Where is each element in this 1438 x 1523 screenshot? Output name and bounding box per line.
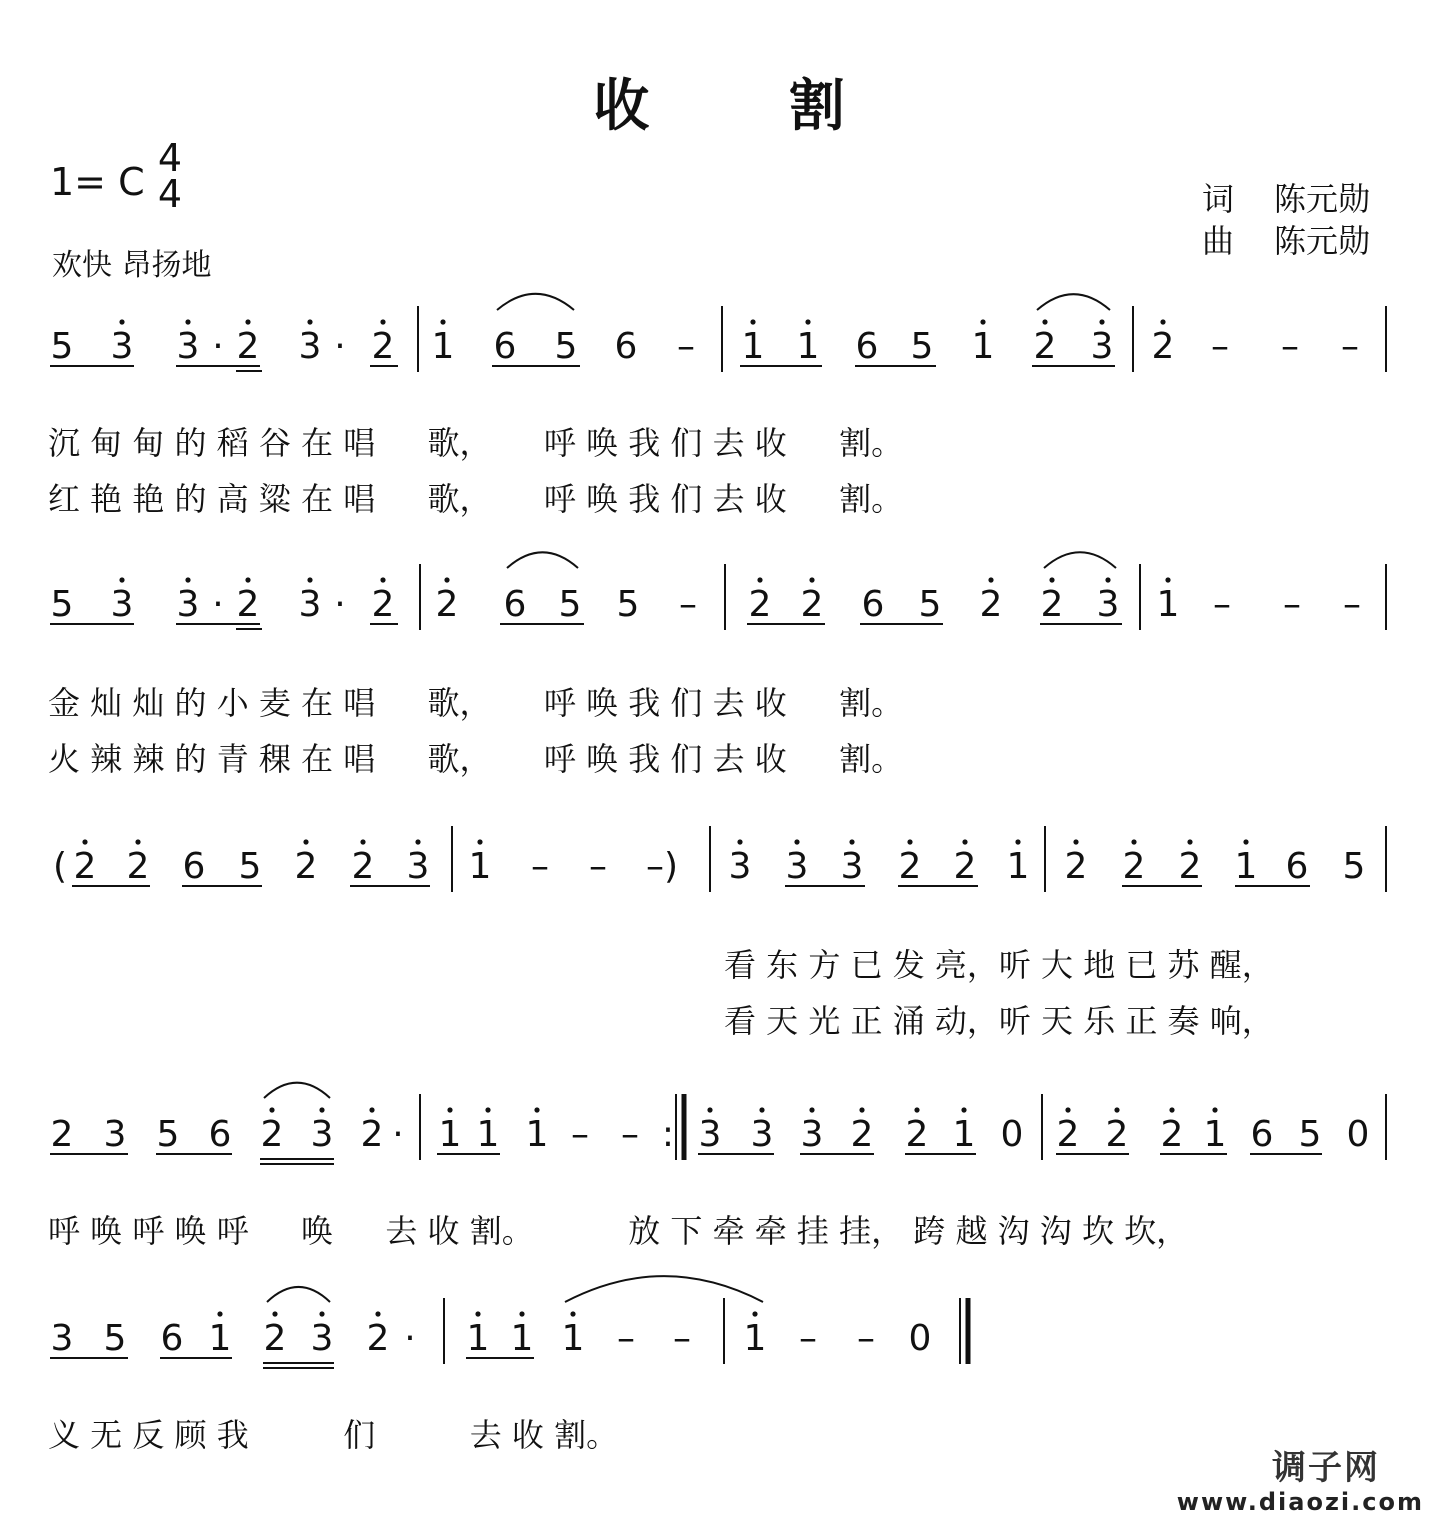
note: 2 [1151, 326, 1175, 367]
note: 3 [785, 846, 809, 887]
octave-dot [1114, 1107, 1119, 1112]
note: 5 [103, 1318, 127, 1359]
note: 2 [898, 846, 922, 887]
note: 2 [953, 846, 977, 887]
note: 5 [50, 584, 74, 625]
note: – [589, 846, 607, 887]
note: 1 [1203, 1114, 1227, 1155]
note: 2 [1056, 1114, 1080, 1155]
note: · [404, 1318, 416, 1359]
note: 1 [525, 1114, 549, 1155]
octave-dot [119, 577, 124, 582]
note: 2 [294, 846, 318, 887]
watermark-site-url: www.diaozi.com [1176, 1488, 1424, 1516]
slur [1044, 552, 1116, 568]
note: 1 [1156, 584, 1180, 625]
note: 2 [351, 846, 375, 887]
note: 6 [493, 326, 517, 367]
note: 1 [208, 1318, 232, 1359]
note: 3 [50, 1318, 74, 1359]
note: 2 [260, 1114, 284, 1155]
watermark-site-name: 调子网 [1272, 1448, 1380, 1488]
octave-dot [380, 319, 385, 324]
note: 3 [800, 1114, 824, 1155]
note: 2 [366, 1318, 390, 1359]
octave-dot [759, 1107, 764, 1112]
note: 3 [176, 584, 200, 625]
note: – [1281, 326, 1299, 367]
octave-dot [519, 1311, 524, 1316]
octave-dot [119, 319, 124, 324]
octave-dot [1073, 839, 1078, 844]
note: 1 [468, 846, 492, 887]
note: 1 [438, 1114, 462, 1155]
octave-dot [307, 577, 312, 582]
note: ( [52, 846, 68, 887]
octave-dot [245, 319, 250, 324]
note: – [1213, 584, 1231, 625]
lyric-line-5: 看 东 方 已 发 亮，听 大 地 已 苏 醒， [724, 946, 1274, 984]
octave-dot [303, 839, 308, 844]
octave-dot [805, 319, 810, 324]
song-title: 收 割 [593, 73, 905, 139]
note: 3 [103, 1114, 127, 1155]
octave-dot [1160, 319, 1165, 324]
note: 3 [298, 584, 322, 625]
octave-dot [82, 839, 87, 844]
note: 3 [310, 1114, 334, 1155]
note: – [679, 584, 697, 625]
note: – [621, 1114, 639, 1155]
note: 5 [238, 846, 262, 887]
lyric-line-4: 火 辣 辣 的 青 稞 在 唱 歌， 呼 唤 我 们 去 收 割。 [48, 740, 904, 778]
octave-dot [752, 1311, 757, 1316]
note: 6 [208, 1114, 232, 1155]
octave-dot [570, 1311, 575, 1316]
octave-dot [534, 1107, 539, 1112]
composer-name: 陈元勋 [1274, 222, 1371, 260]
note: 1 [1234, 846, 1258, 887]
note: – [799, 1318, 817, 1359]
note: – [673, 1318, 691, 1359]
slur [507, 552, 578, 568]
note: 1 [476, 1114, 500, 1155]
composer-label: 曲 [1202, 222, 1235, 260]
octave-dot [369, 1107, 374, 1112]
octave-dot [809, 577, 814, 582]
octave-dot [269, 1107, 274, 1112]
note: 3 [176, 326, 200, 367]
slur [267, 1287, 330, 1302]
note: 2 [800, 584, 824, 625]
note: 2 [73, 846, 97, 887]
note: 1 [971, 326, 995, 367]
octave-dot [962, 839, 967, 844]
octave-dot [794, 839, 799, 844]
octave-dot [1131, 839, 1136, 844]
note: : [661, 1114, 675, 1155]
note: · [392, 1114, 404, 1155]
note: – [1341, 326, 1359, 367]
note: 2 [1105, 1114, 1129, 1155]
note: 6 [1285, 846, 1309, 887]
note: 2 [1033, 326, 1057, 367]
note: – [617, 1318, 635, 1359]
octave-dot [1212, 1107, 1217, 1112]
note: 6 [182, 846, 206, 887]
octave-dot [185, 577, 190, 582]
note: 5 [554, 326, 578, 367]
note: 2 [979, 584, 1003, 625]
note: 3 [110, 584, 134, 625]
note: 6 [861, 584, 885, 625]
note: 1 [466, 1318, 490, 1359]
octave-dot [477, 839, 482, 844]
lyric-line-6: 看 天 光 正 涌 动，听 天 乐 正 奏 响， [724, 1002, 1274, 1040]
note: 5 [616, 584, 640, 625]
note: 2 [236, 326, 260, 367]
lyricist-name: 陈元勋 [1274, 180, 1371, 218]
note: 6 [1250, 1114, 1274, 1155]
note: 3 [1090, 326, 1114, 367]
note: 5 [910, 326, 934, 367]
meter-bottom: 4 [157, 172, 183, 216]
octave-dot [360, 839, 365, 844]
octave-dot [988, 577, 993, 582]
note: 5 [1342, 846, 1366, 887]
octave-dot [319, 1107, 324, 1112]
octave-dot [415, 839, 420, 844]
note: 3 [110, 326, 134, 367]
note: 3 [728, 846, 752, 887]
note: – [1343, 584, 1361, 625]
lyric-line-8: 义 无 反 顾 我 们 去 收 割。 [48, 1416, 619, 1454]
note: – [857, 1318, 875, 1359]
octave-dot [380, 577, 385, 582]
note: 3 [1096, 584, 1120, 625]
note: 2 [371, 584, 395, 625]
octave-dot [444, 577, 449, 582]
octave-dot [485, 1107, 490, 1112]
octave-dot [1049, 577, 1054, 582]
octave-dot [849, 839, 854, 844]
note: 1 [510, 1318, 534, 1359]
note: 6 [503, 584, 527, 625]
note: 2 [360, 1114, 384, 1155]
note: 5 [156, 1114, 180, 1155]
note: 2 [748, 584, 772, 625]
note: – [1283, 584, 1301, 625]
note: 2 [850, 1114, 874, 1155]
octave-dot [272, 1311, 277, 1316]
slur [1037, 294, 1110, 310]
note: 2 [1160, 1114, 1184, 1155]
lyric-line-3: 金 灿 灿 的 小 麦 在 唱 歌， 呼 唤 我 们 去 收 割。 [48, 684, 904, 722]
note: – [1211, 326, 1229, 367]
key-signature: 1= C [50, 160, 145, 204]
note: 3 [406, 846, 430, 887]
octave-dot [307, 319, 312, 324]
note: · [212, 584, 224, 625]
note: – [531, 846, 549, 887]
octave-dot [1169, 1107, 1174, 1112]
octave-dot [217, 1311, 222, 1316]
octave-dot [1105, 577, 1110, 582]
octave-dot [185, 319, 190, 324]
note: · [334, 326, 346, 367]
note: 6 [855, 326, 879, 367]
note: 0 [908, 1318, 932, 1359]
note: 0 [1000, 1114, 1024, 1155]
note: 2 [1122, 846, 1146, 887]
note: 3 [750, 1114, 774, 1155]
note: 2 [1064, 846, 1088, 887]
meter-top: 4 [157, 136, 183, 180]
note: 6 [160, 1318, 184, 1359]
note: 2 [371, 326, 395, 367]
octave-dot [737, 839, 742, 844]
note: 1 [741, 326, 765, 367]
note: 1 [431, 326, 455, 367]
octave-dot [809, 1107, 814, 1112]
note: – [571, 1114, 589, 1155]
octave-dot [980, 319, 985, 324]
octave-dot [757, 577, 762, 582]
note: 2 [126, 846, 150, 887]
octave-dot [1165, 577, 1170, 582]
note: 1 [1006, 846, 1030, 887]
note: 3 [698, 1114, 722, 1155]
note: 2 [236, 584, 260, 625]
note: 6 [614, 326, 638, 367]
note: 2 [435, 584, 459, 625]
note: 1 [796, 326, 820, 367]
note: 2 [905, 1114, 929, 1155]
note: 1 [743, 1318, 767, 1359]
note: 1 [952, 1114, 976, 1155]
octave-dot [859, 1107, 864, 1112]
lyric-line-2: 红 艳 艳 的 高 粱 在 唱 歌， 呼 唤 我 们 去 收 割。 [48, 480, 904, 518]
tempo-marking: 欢快 昂扬地 [52, 248, 212, 283]
note: 5 [1298, 1114, 1322, 1155]
note: –) [645, 846, 679, 887]
octave-dot [375, 1311, 380, 1316]
lyric-line-1: 沉 甸 甸 的 稻 谷 在 唱 歌， 呼 唤 我 们 去 收 割。 [48, 424, 904, 462]
note: 0 [1346, 1114, 1370, 1155]
octave-dot [1065, 1107, 1070, 1112]
note: 1 [561, 1318, 585, 1359]
slur [264, 1083, 330, 1098]
note: 3 [298, 326, 322, 367]
octave-dot [1015, 839, 1020, 844]
octave-dot [907, 839, 912, 844]
slur [565, 1276, 763, 1302]
note: 5 [918, 584, 942, 625]
note: 5 [558, 584, 582, 625]
slur [497, 294, 574, 310]
note: 2 [1178, 846, 1202, 887]
note: · [212, 326, 224, 367]
lyric-line-7: 呼 唤 呼 唤 呼 唤 去 收 割。 放 下 牵 牵 挂 挂， 跨 越 沟 沟 坎 坎， [48, 1212, 1189, 1250]
note: 2 [1040, 584, 1064, 625]
note: 3 [310, 1318, 334, 1359]
note: 5 [50, 326, 74, 367]
note: 2 [50, 1114, 74, 1155]
note: – [677, 326, 695, 367]
octave-dot [135, 839, 140, 844]
octave-dot [475, 1311, 480, 1316]
octave-dot [319, 1311, 324, 1316]
octave-dot [1243, 839, 1248, 844]
note: 3 [840, 846, 864, 887]
octave-dot [707, 1107, 712, 1112]
octave-dot [750, 319, 755, 324]
octave-dot [914, 1107, 919, 1112]
octave-dot [1042, 319, 1047, 324]
lyricist-label: 词 [1202, 180, 1235, 218]
note: · [334, 584, 346, 625]
octave-dot [440, 319, 445, 324]
octave-dot [245, 577, 250, 582]
octave-dot [961, 1107, 966, 1112]
octave-dot [1099, 319, 1104, 324]
octave-dot [1187, 839, 1192, 844]
note: 2 [263, 1318, 287, 1359]
octave-dot [447, 1107, 452, 1112]
